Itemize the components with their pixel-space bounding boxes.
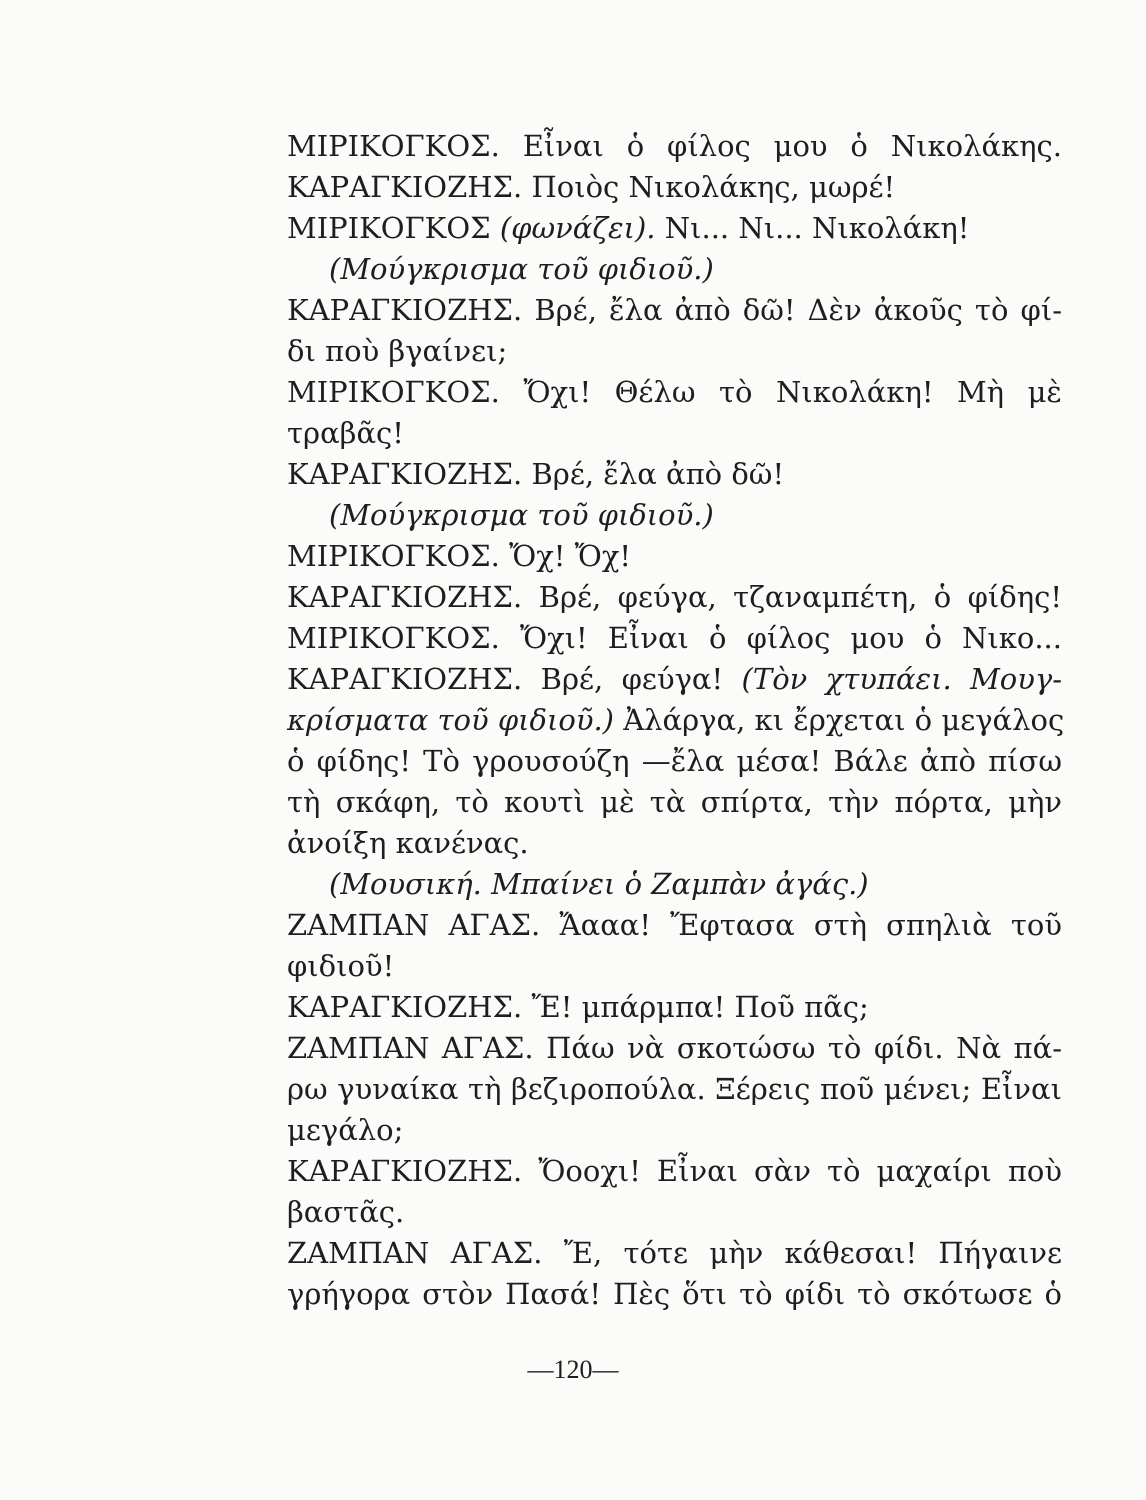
- text-line: ΚΑΡΑΓΚΙΟΖΗΣ. Βρέ, φεύγα, τζαναμπέτη, ὁ φίδης!: [287, 580, 1062, 614]
- text-line: βαστᾶς.: [287, 1195, 405, 1229]
- stage-direction: (Μούγκρισμα τοῦ φιδιοῦ.): [329, 498, 714, 532]
- text-line: [287, 495, 1062, 536]
- text-line: γρήγορα στὸν Πασά! Πὲς ὅτι τὸ φίδι τὸ σκότωσε ὁ: [287, 1277, 1062, 1311]
- text-line: ΜΙΡΙΚΟΓΚΟΣ. Ὄχι! Θέλω τὸ Νικολάκη! Μὴ μὲ: [287, 375, 1062, 409]
- text-line: ΚΑΡΑΓΚΙΟΖΗΣ. Βρέ, ἔλα ἀπὸ δῶ!: [287, 457, 785, 491]
- text-line: [287, 864, 1062, 905]
- stage-direction: (Μουσική. Μπαίνει ὁ Ζαμπὰν ἀγάς.): [329, 867, 869, 901]
- text-line: ΖΑΜΠΑΝ ΑΓΑΣ. Ἔ, τότε μὴν κάθεσαι! Πήγαινε: [287, 1236, 1062, 1270]
- text-line: ΜΙΡΙΚΟΓΚΟΣ. Ὄχι! Εἶναι ὁ φίλος μου ὁ Νικο...: [287, 621, 1062, 655]
- stage-direction: (Τὸν χτυπάει. Μουγ-: [741, 662, 1062, 696]
- text-line: ὁ φίδης! Τὸ γρουσούζη —ἔλα μέσα! Βάλε ἀπὸ πίσω: [287, 744, 1062, 778]
- text-line: δι ποὺ βγαίνει;: [287, 334, 508, 368]
- text-line: [287, 208, 1062, 249]
- text-line: [287, 249, 1062, 290]
- text-line: ΚΑΡΑΓΚΙΟΖΗΣ. Ὄοοχι! Εἶναι σὰν τὸ μαχαίρι ποὺ: [287, 1154, 1062, 1188]
- speaker-name: ΜΙΡΙΚΟΓΚΟΣ: [287, 211, 500, 245]
- stage-direction: (Μούγκρισμα τοῦ φιδιοῦ.): [329, 252, 714, 286]
- page-number: —120—: [527, 1355, 619, 1384]
- stage-direction: κρίσματα τοῦ φιδιοῦ.): [287, 703, 614, 737]
- text-line: φιδιοῦ!: [287, 949, 395, 983]
- speech-text: ΚΑΡΑΓΚΙΟΖΗΣ. Βρέ, φεύγα!: [287, 662, 742, 696]
- text-line: τὴ σκάφη, τὸ κουτὶ μὲ τὰ σπίρτα, τὴν πόρτα, μὴν: [287, 785, 1062, 819]
- text-line: ΚΑΡΑΓΚΙΟΖΗΣ. Ποιὸς Νικολάκης, μωρέ!: [287, 170, 896, 204]
- text-line: μεγάλο;: [287, 1113, 404, 1147]
- dialogue-text: [287, 126, 1065, 1315]
- text-line: ΚΑΡΑΓΚΙΟΖΗΣ. Ἔ! μπάρμπα! Ποῦ πᾶς;: [287, 990, 869, 1024]
- text-line: τραβᾶς!: [287, 416, 404, 450]
- speech-text: Νι... Νι... Νικολάκη!: [655, 211, 970, 245]
- text-line: ΜΙΡΙΚΟΓΚΟΣ. Ὄχ! Ὄχ!: [287, 539, 632, 573]
- text-line: ρω γυναίκα τὴ βεζιροπούλα. Ξέρεις ποῦ μένει; Εἶναι: [287, 1072, 1062, 1106]
- stage-direction: (φωνάζει).: [499, 211, 656, 245]
- text-line: [287, 659, 1062, 700]
- text-line: ΜΙΡΙΚΟΓΚΟΣ. Εἶναι ὁ φίλος μου ὁ Νικολάκης.: [287, 129, 1062, 163]
- text-line: ΖΑΜΠΑΝ ΑΓΑΣ. Ἄααα! Ἔφτασα στὴ σπηλιὰ τοῦ: [287, 908, 1062, 942]
- text-line: ΖΑΜΠΑΝ ΑΓΑΣ. Πάω νὰ σκοτώσω τὸ φίδι. Νὰ πά-: [287, 1031, 1062, 1065]
- text-line: ΚΑΡΑΓΚΙΟΖΗΣ. Βρέ, ἔλα ἀπὸ δῶ! Δὲν ἀκοῦς τὸ φί-: [287, 293, 1062, 327]
- speech-text: Ἀλάργα, κι ἔρχεται ὁ μεγάλος: [614, 703, 1065, 737]
- text-line: [287, 700, 1065, 741]
- text-line: ἀνοίξη κανένας.: [287, 826, 529, 860]
